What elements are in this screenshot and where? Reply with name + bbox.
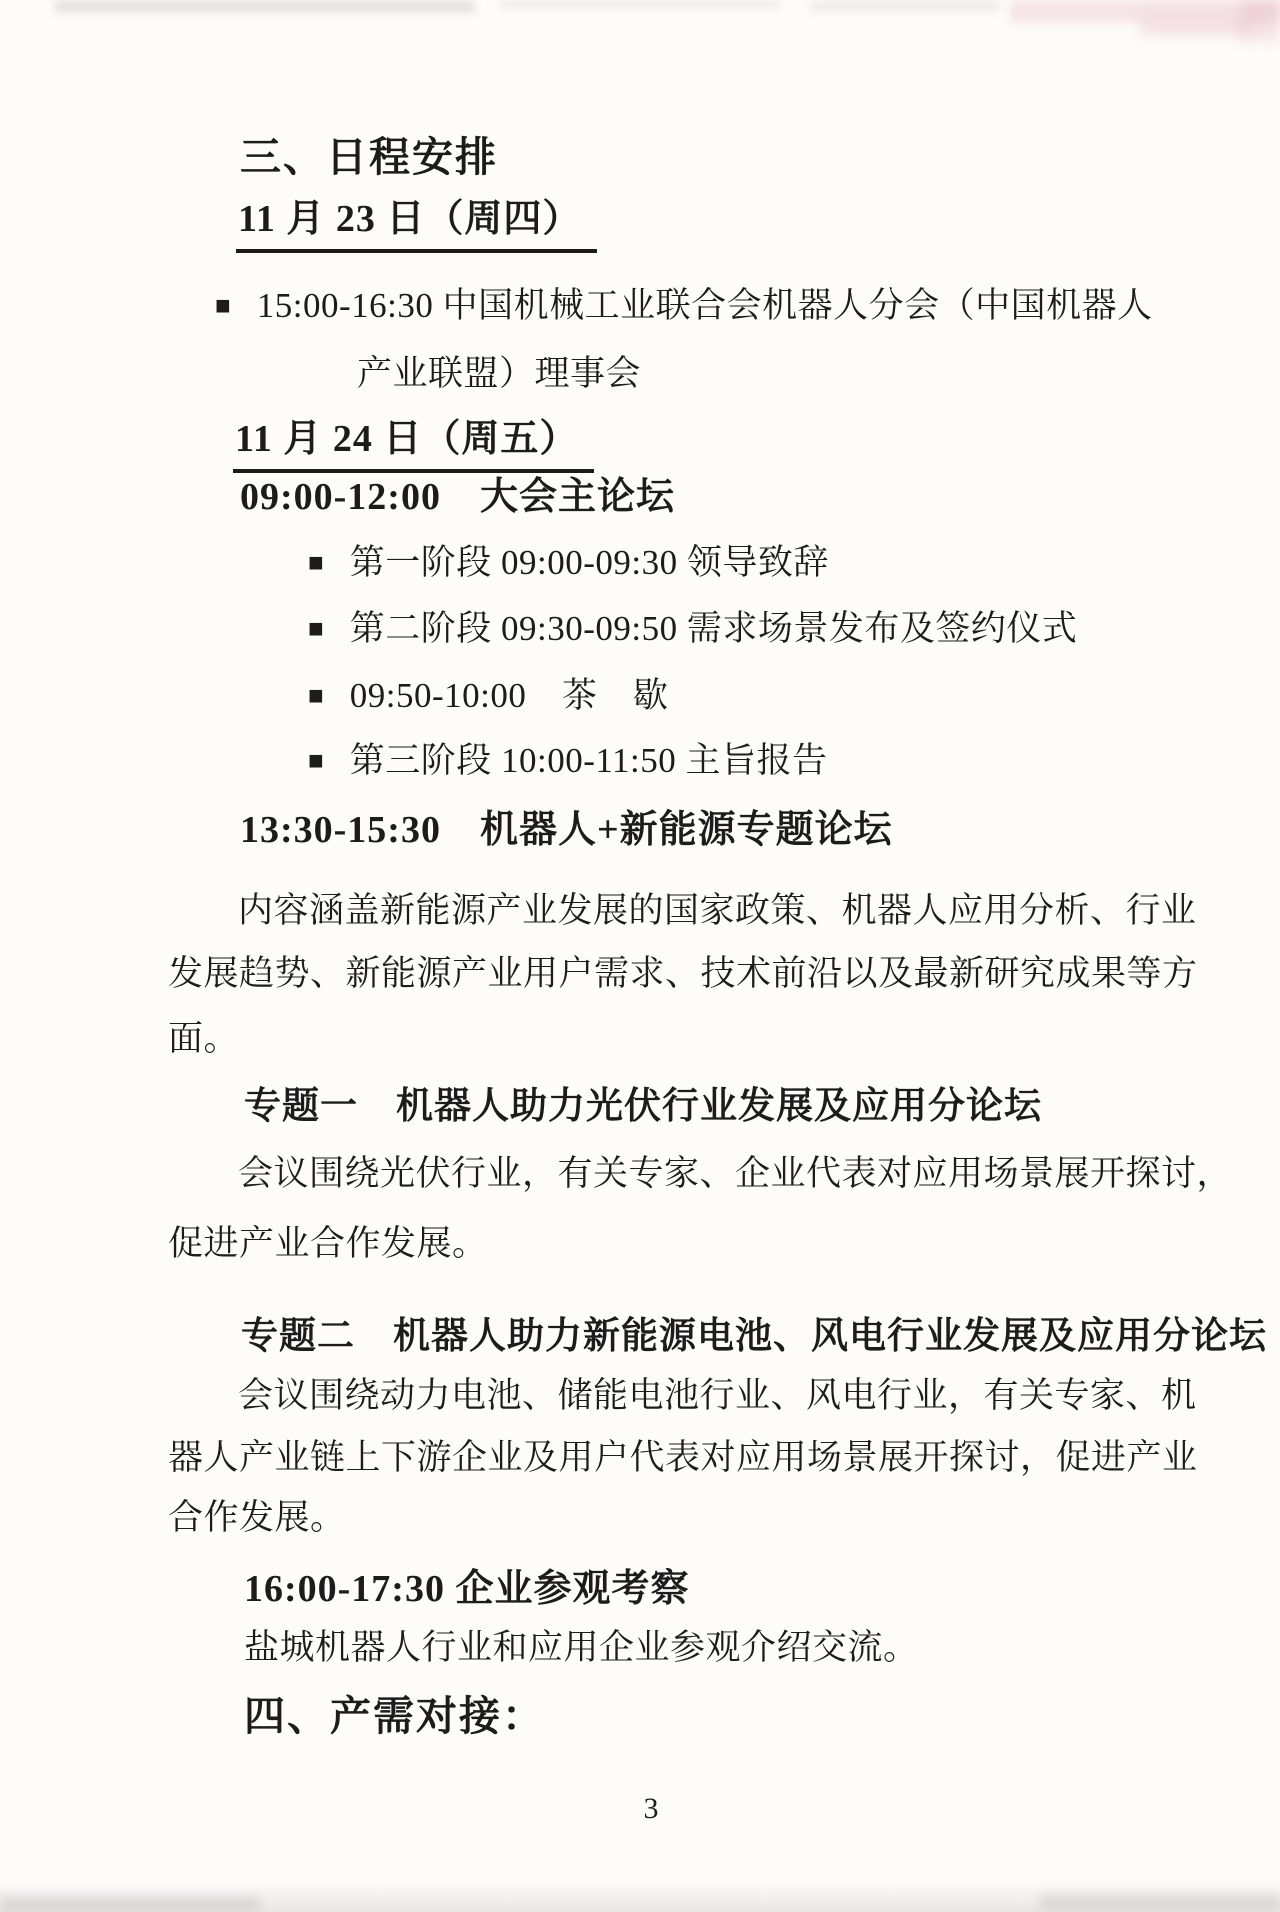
date-heading-nov24 xyxy=(233,416,594,473)
section-heading-matchmaking: 四、产需对接： xyxy=(244,1693,545,1739)
bullet-square-icon: ■ xyxy=(308,614,324,643)
scan-artifact-bottom xyxy=(0,1896,260,1912)
scan-artifact-top-pink xyxy=(1140,18,1250,36)
topic1-title: 专题一 机器人助力光伏行业发展及应用分论坛 xyxy=(244,1086,1042,1127)
newenergy-paragraph-line2: 发展趋势、新能源产业用户需求、技术前沿以及最新研究成果等方 xyxy=(168,954,1198,993)
bullet-square-icon: ■ xyxy=(215,291,231,320)
scan-artifact-top xyxy=(810,0,1000,12)
session-title-main-forum: 09:00-12:00 大会主论坛 xyxy=(240,476,675,518)
stage-item-tea-break xyxy=(308,674,668,718)
section-heading-agenda: 三、日程安排 xyxy=(240,134,498,180)
scan-artifact-top-pink xyxy=(1010,0,1280,22)
topic2-paragraph-line2: 器人产业链上下游企业及用户代表对应用场景展开探讨，促进产业 xyxy=(168,1438,1198,1477)
date-heading-nov23 xyxy=(236,196,597,253)
bullet-square-icon: ■ xyxy=(308,746,324,775)
agenda-item-council-meeting-cont: 产业联盟）理事会 xyxy=(357,354,642,393)
page-number: 3 xyxy=(643,1792,659,1825)
stage-item-text: 第三阶段 10:00-11:50 主旨报告 xyxy=(349,741,828,780)
topic2-paragraph-line1: 会议围绕动力电池、储能电池行业、风电行业，有关专家、机 xyxy=(238,1376,1197,1415)
stage-item-1 xyxy=(308,541,829,585)
stage-item-3 xyxy=(308,739,828,783)
date-underline-nov24: 11 月 24 日（周五） xyxy=(233,416,594,473)
stage-item-2 xyxy=(308,607,1077,651)
topic2-title: 专题二 机器人助力新能源电池、风电行业发展及应用分论坛 xyxy=(241,1316,1267,1357)
session-title-company-visit: 16:00-17:30 企业参观考察 xyxy=(244,1568,690,1610)
visit-paragraph: 盐城机器人行业和应用企业参观介绍交流。 xyxy=(244,1628,919,1667)
session-title-newenergy-forum: 13:30-15:30 机器人+新能源专题论坛 xyxy=(240,809,893,851)
bullet-square-icon: ■ xyxy=(308,548,324,577)
newenergy-paragraph-line1: 内容涵盖新能源产业发展的国家政策、机器人应用分析、行业 xyxy=(238,891,1197,930)
scan-artifact-top xyxy=(500,0,780,9)
scan-artifact-bottom xyxy=(0,1880,1280,1912)
newenergy-paragraph-line3: 面。 xyxy=(168,1019,240,1058)
topic2-paragraph-line3: 合作发展。 xyxy=(168,1498,346,1537)
stage-item-text: 第一阶段 09:00-09:30 领导致辞 xyxy=(349,543,829,582)
scan-artifact-top xyxy=(55,0,475,13)
topic1-paragraph-line2: 促进产业合作发展。 xyxy=(168,1224,488,1263)
stage-item-text: 09:50-10:00 茶 歇 xyxy=(349,676,669,715)
stage-item-text: 第二阶段 09:30-09:50 需求场景发布及签约仪式 xyxy=(349,609,1078,648)
scan-artifact-bottom xyxy=(1040,1894,1280,1912)
topic1-paragraph-line1: 会议围绕光伏行业，有关专家、企业代表对应用场景展开探讨， xyxy=(238,1154,1233,1193)
bullet-square-icon: ■ xyxy=(308,681,324,710)
agenda-item-text: 15:00-16:30 中国机械工业联合会机器人分会（中国机器人 xyxy=(256,286,1153,325)
agenda-item-council-meeting xyxy=(215,284,1153,328)
date-underline-nov23: 11 月 23 日（周四） xyxy=(236,196,597,253)
scan-artifact-top-pink xyxy=(1240,0,1280,40)
